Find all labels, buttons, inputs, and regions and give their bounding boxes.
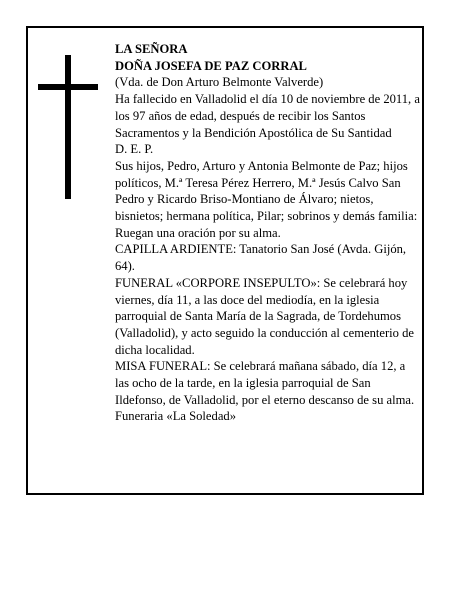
latin-cross-icon xyxy=(38,55,98,199)
widow-of: (Vda. de Don Arturo Belmonte Valverde) xyxy=(115,75,324,90)
family-list: Sus hijos, Pedro, Arturo y Antonia Belmonte de Paz; hijos políticos, M.ª Teresa Pérez Herrero, M.ª Jesús Calvo San Pedro y Ricardo Briso-Montiano de Álvaro; nietos, bisnietos; hermana política, Pilar; sobrinos y demás familia: xyxy=(115,158,418,224)
notice-title: LA SEÑORA xyxy=(115,42,188,56)
rip-line: D. E. P. xyxy=(115,142,154,157)
funeral-info: FUNERAL «CORPORE INSEPULTO»: Se celebrará hoy viernes, día 11, a las doce del mediodía, en la iglesia parroquial de Santa María de la Sagrada, de Tordehumos (Valladolid), y acto seguido la conducción al cementerio de dicha localidad. xyxy=(115,275,414,357)
cross-vertical-bar xyxy=(65,55,71,199)
chapel-info: CAPILLA ARDIENTE: Tanatorio San José (Avda. Gijón, 64). xyxy=(115,242,407,274)
mass-info: MISA FUNERAL: Se celebrará mañana sábado, día 12, a las ocho de la tarde, en la iglesia parroquial de San Ildefonso, de Valladolid, por el eterno descanso de su alma. xyxy=(115,359,415,407)
prayer-request: Ruegan una oración por su alma. xyxy=(115,225,281,240)
obituary-notice xyxy=(26,26,424,495)
deceased-name: DOÑA JOSEFA DE PAZ CORRAL xyxy=(115,58,307,73)
death-statement: Ha fallecido en Valladolid el día 10 de noviembre de 2011, a los 97 años de edad, después de recibir los Santos Sacramentos y la Bendición Apostólica de Su Santidad xyxy=(115,92,420,140)
funeral-home: Funeraria «La Soledad» xyxy=(115,409,236,424)
notice-text xyxy=(115,41,421,425)
cross-horizontal-bar xyxy=(38,84,98,90)
